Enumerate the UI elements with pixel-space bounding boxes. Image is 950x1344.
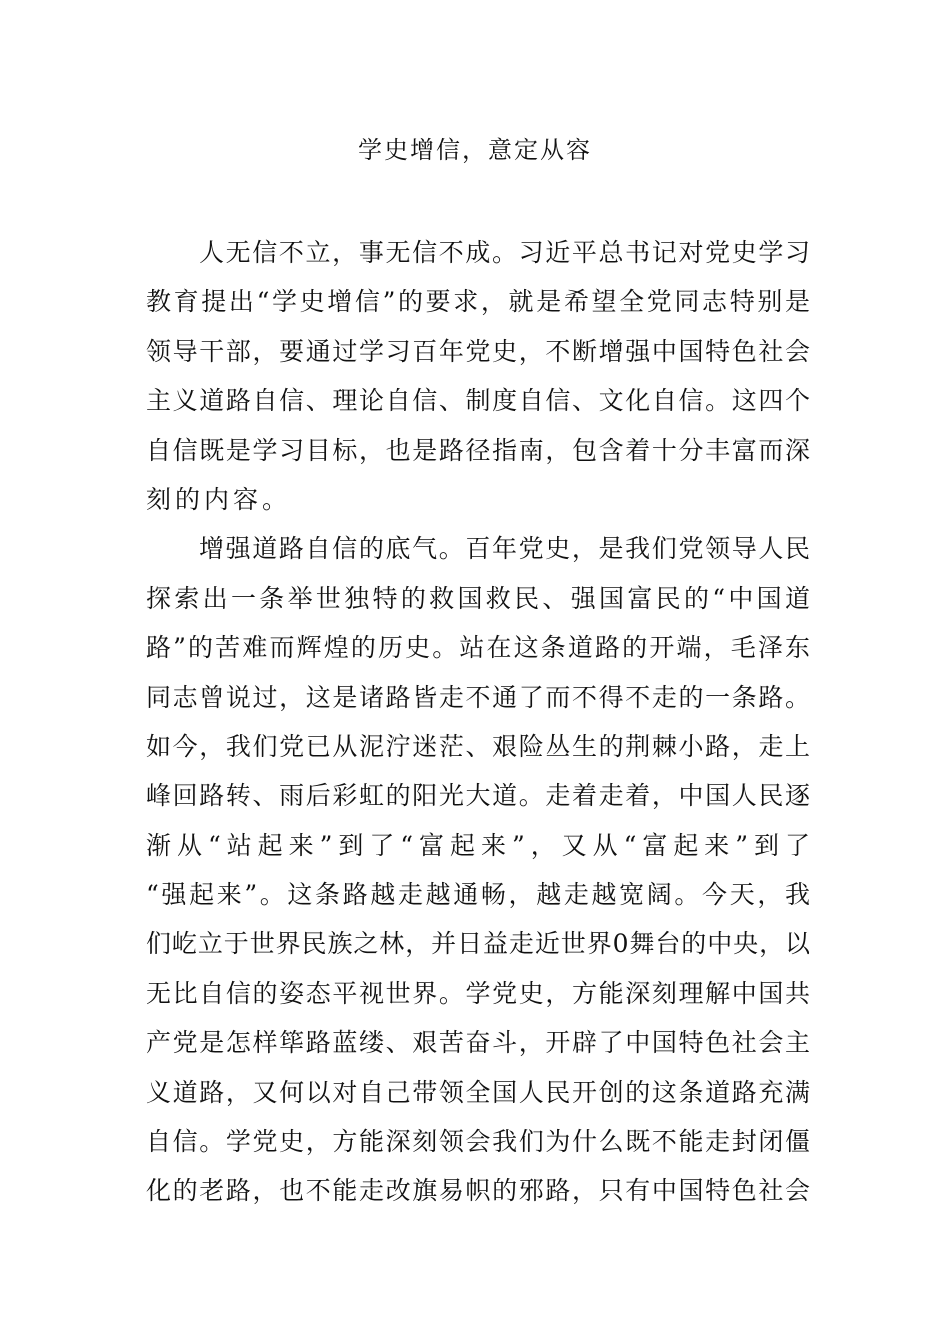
text-line: 义道路，又何以对自己带领全国人民开创的这条道路充满 xyxy=(146,1077,810,1107)
text-line: 自信既是学习目标，也是路径指南，包含着十分丰富而深 xyxy=(146,435,810,465)
text-line: 主义道路自信、理论自信、制度自信、文化自信。这四个 xyxy=(146,386,810,416)
document-body xyxy=(146,228,810,1216)
text-line: 增强道路自信的底气。百年党史，是我们党领导人民 xyxy=(199,534,810,564)
text-line: 如今，我们党已从泥泞迷茫、艰险丛生的荆棘小路，走上 xyxy=(146,731,810,761)
text-line: 路”的苦难而辉煌的历史。站在这条道路的开端，毛泽东 xyxy=(146,633,810,663)
text-line: 们屹立于世界民族之林，并日益走近世界0舞台的中央，以 xyxy=(146,929,810,959)
text-line: 刻的内容。 xyxy=(146,484,292,514)
text-line: 无比自信的姿态平视世界。学党史，方能深刻理解中国共 xyxy=(146,978,810,1008)
text-line: 自信。学党史，方能深刻领会我们为什么既不能走封闭僵 xyxy=(146,1127,810,1157)
document-title: 学史增信，意定从容 xyxy=(358,136,592,164)
text-line: 探索出一条举世独特的救国救民、强国富民的“中国道 xyxy=(146,583,810,613)
text-line: “强起来”。这条路越走越通畅，越走越宽阔。今天，我 xyxy=(146,880,810,910)
text-line: 领导干部，要通过学习百年党史，不断增强中国特色社会 xyxy=(146,336,810,366)
text-line: 渐从“站起来”到了“富起来”，又从“富起来”到了 xyxy=(146,830,810,860)
text-line: 同志曾说过，这是诸路皆走不通了而不得不走的一条路。 xyxy=(146,682,810,712)
text-line: 峰回路转、雨后彩虹的阳光大道。走着走着，中国人民逐 xyxy=(146,781,810,811)
text-line: 人无信不立，事无信不成。习近平总书记对党史学习 xyxy=(199,238,810,267)
text-line: 产党是怎样筚路蓝缕、艰苦奋斗，开辟了中国特色社会主 xyxy=(146,1028,810,1058)
text-line: 教育提出“学史增信”的要求，就是希望全党同志特别是 xyxy=(146,287,810,317)
text-line: 化的老路，也不能走改旗易帜的邪路，只有中国特色社会 xyxy=(146,1176,810,1206)
